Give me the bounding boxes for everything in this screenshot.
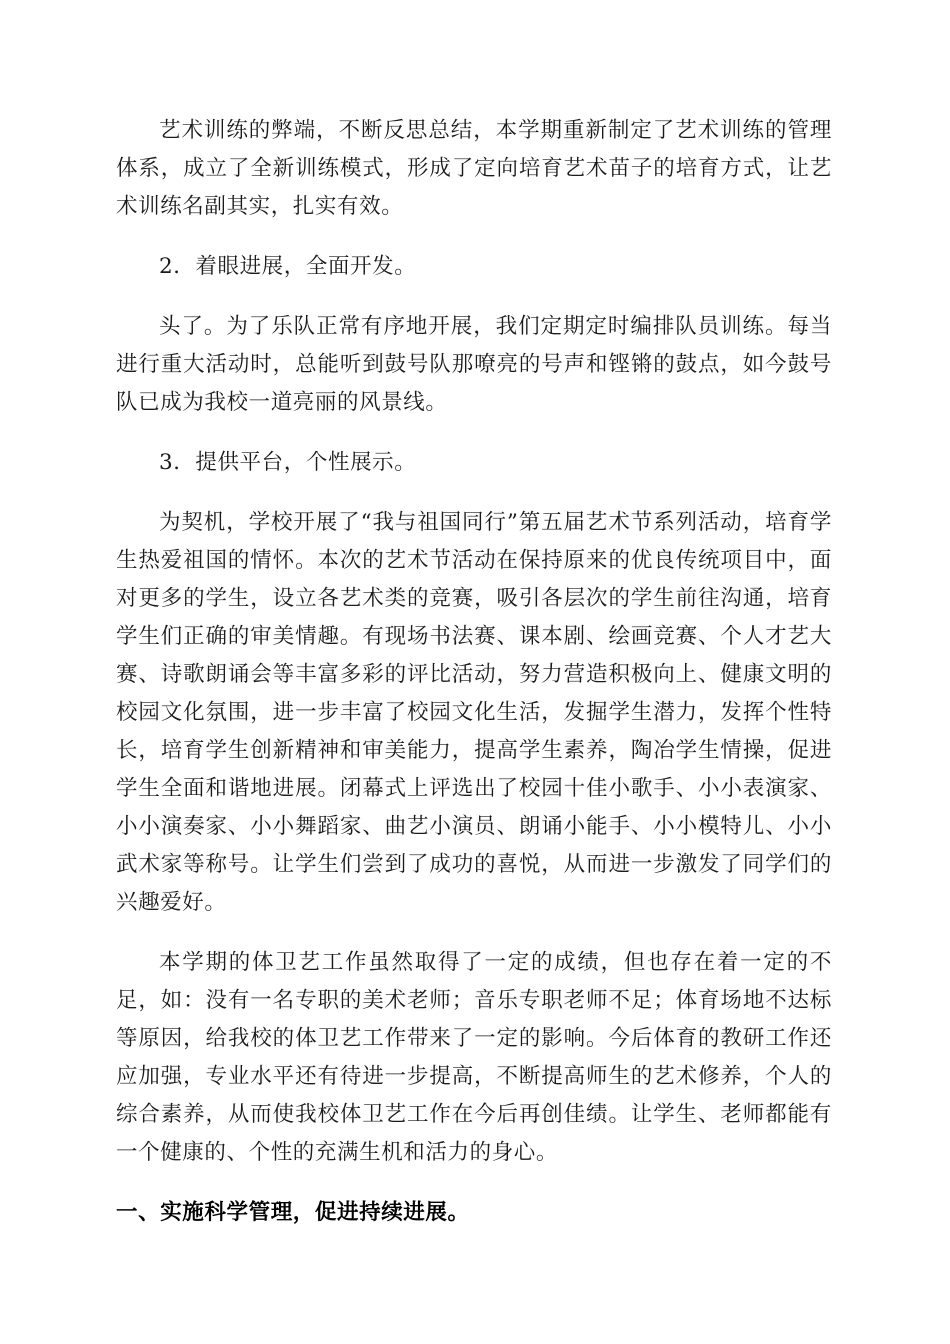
subheading-3: 3．提供平台，个性展示。	[159, 450, 417, 475]
paragraph-art-training: 艺术训练的弊端，不断反思总结，本学期重新制定了艺术训练的管理体系，成立了全新训练模式，形成了定向培育艺术苗子的培育方式，让艺术训练名副其实，扎实有效。	[116, 118, 832, 219]
paragraph-art-festival: 为契机，学校开展了“我与祖国同行”第五届艺术节系列活动，培育学生热爱祖国的情怀。本次的艺术节活动在保持原来的优良传统项目中，面对更多的学生，设立各艺术类的竞赛，吸引各层次的学生前往沟通，培育学生们正确的审美情趣。有现场书法赛、课本剧、绘画竞赛、个人才艺大赛、诗歌朗诵会等丰富多彩的评比活动，努力营造积极向上、健康文明的校园文化氛围，进一步丰富了校园文化生活，发掘学生潜力，发挥个性特长，培育学生创新精神和审美能力，提高学生素养，陶冶学生情操，促进学生全面和谐地进展。闭幕式上评选出了校园十佳小歌手、小小表演家、小小演奏家、小小舞蹈家、曲艺小演员、朗诵小能手、小小模特儿、小小武术家等称号。让学生们尝到了成功的喜悦，从而进一步激发了同学们的兴趣爱好。	[116, 510, 832, 915]
subheading-2: 2．着眼进展，全面开发。	[159, 254, 417, 279]
paragraph-shortcomings: 本学期的体卫艺工作虽然取得了一定的成绩，但也存在着一定的不足，如：没有一名专职的美术老师；音乐专职老师不足；体育场地不达标等原因，给我校的体卫艺工作带来了一定的影响。今后体育的教研工作还应加强，专业水平还有待进一步提高，不断提高师生的艺术修养，个人的综合素养，从而使我校体卫艺工作在今后再创佳绩。让学生、老师都能有一个健康的、个性的充满生机和活力的身心。	[116, 950, 832, 1165]
paragraph-drum-band: 头了。为了乐队正常有序地开展，我们定期定时编排队员训练。每当进行重大活动时，总能听到鼓号队那嘹亮的号声和铿锵的鼓点，如今鼓号队已成为我校一道亮丽的风景线。	[116, 314, 832, 415]
document-body	[116, 112, 832, 1232]
section-heading: 一、实施科学管理，促进持续进展。	[116, 1200, 470, 1225]
